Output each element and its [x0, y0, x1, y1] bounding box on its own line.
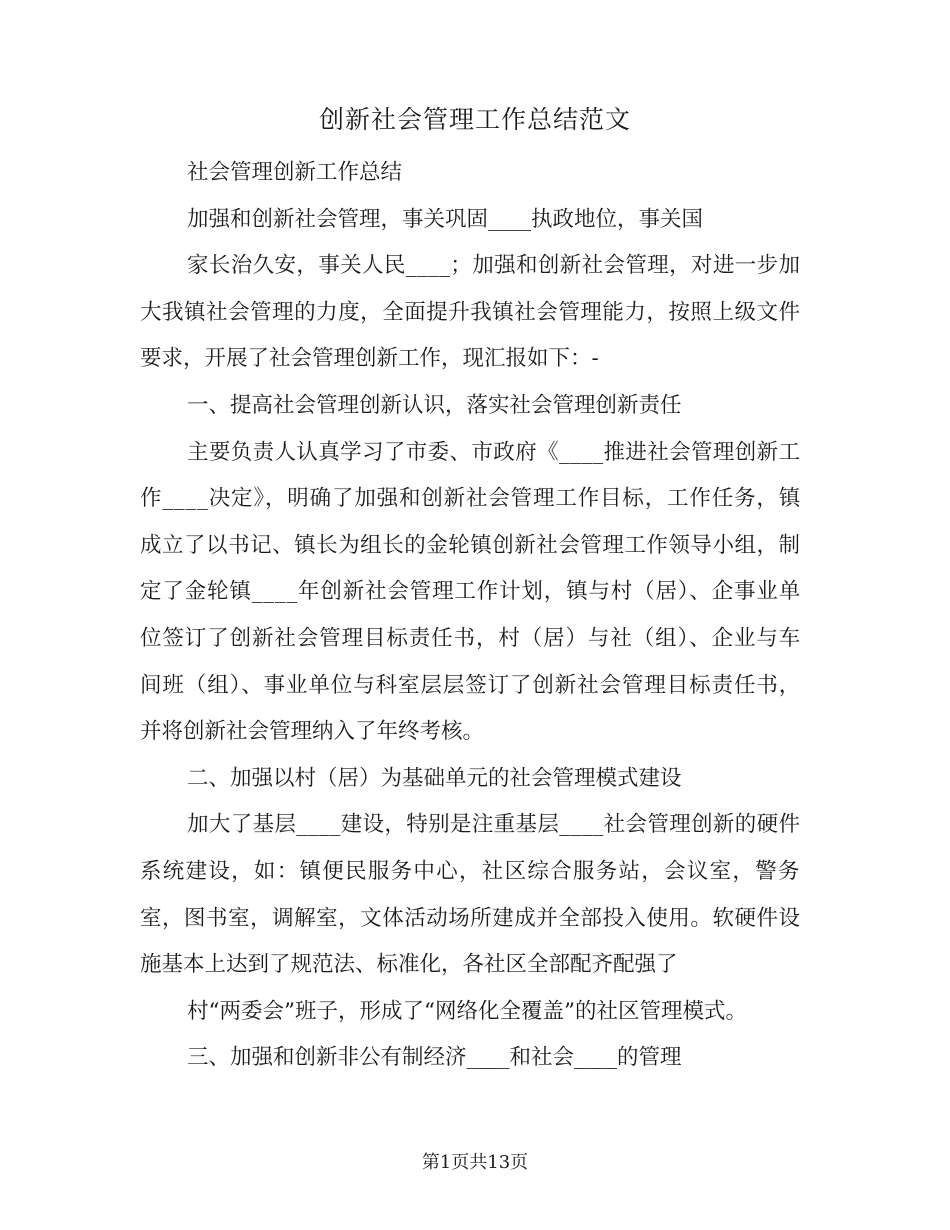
document-title: 创新社会管理工作总结范文 [318, 105, 631, 134]
text-line: 加强和创新社会管理，事关巩固____执政地位，事关国 [187, 206, 704, 232]
text-line: 要求，开展了社会管理创新工作，现汇报如下：- [140, 346, 599, 372]
text-line: 定了金轮镇____年创新社会管理工作计划，镇与村（居）、企事业单 [140, 579, 802, 605]
section-heading: 三、加强和创新非公有制经济____和社会____的管理 [187, 1045, 682, 1071]
text-line: 作____决定》，明确了加强和创新社会管理工作目标，工作任务，镇 [140, 486, 802, 512]
text-line: 村“两委会”班子，形成了“网络化全覆盖”的社区管理模式。 [187, 998, 747, 1024]
text-line: 间班（组）、事业单位与科室层层签订了创新社会管理目标责任书， [140, 672, 802, 698]
text-line: 成立了以书记、镇长为组长的金轮镇创新社会管理工作领导小组，制 [140, 532, 801, 558]
text-line: 施基本上达到了规范法、标准化，各社区全部配齐配强了 [140, 952, 678, 978]
text-line: 系统建设，如：镇便民服务中心，社区综合服务站，会议室，警务 [140, 858, 801, 884]
text-line: 大我镇社会管理的力度，全面提升我镇社会管理能力，按照上级文件 [140, 299, 801, 325]
text-line: 家长治久安，事关人民____；加强和创新社会管理，对进一步加 [187, 253, 801, 279]
text-line: 加大了基层____建设，特别是注重基层____社会管理创新的硬件 [187, 812, 801, 838]
text-line: 室，图书室，调解室，文体活动场所建成并全部投入使用。软硬件设 [140, 905, 801, 931]
text-line: 位签订了创新社会管理目标责任书，村（居）与社（组）、企业与车 [140, 625, 802, 651]
text-line: 主要负责人认真学习了市委、市政府《____推进社会管理创新工 [187, 439, 801, 465]
text-line: 并将创新社会管理纳入了年终考核。 [140, 719, 485, 745]
document-body [140, 150, 800, 1082]
section-heading: 二、加强以村（居）为基础单元的社会管理模式建设 [187, 765, 682, 791]
section-heading: 一、提高社会管理创新认识，落实社会管理创新责任 [187, 392, 682, 418]
text-line: 社会管理创新工作总结 [187, 160, 403, 185]
page-footer: 第1页共13页 [421, 1152, 529, 1173]
